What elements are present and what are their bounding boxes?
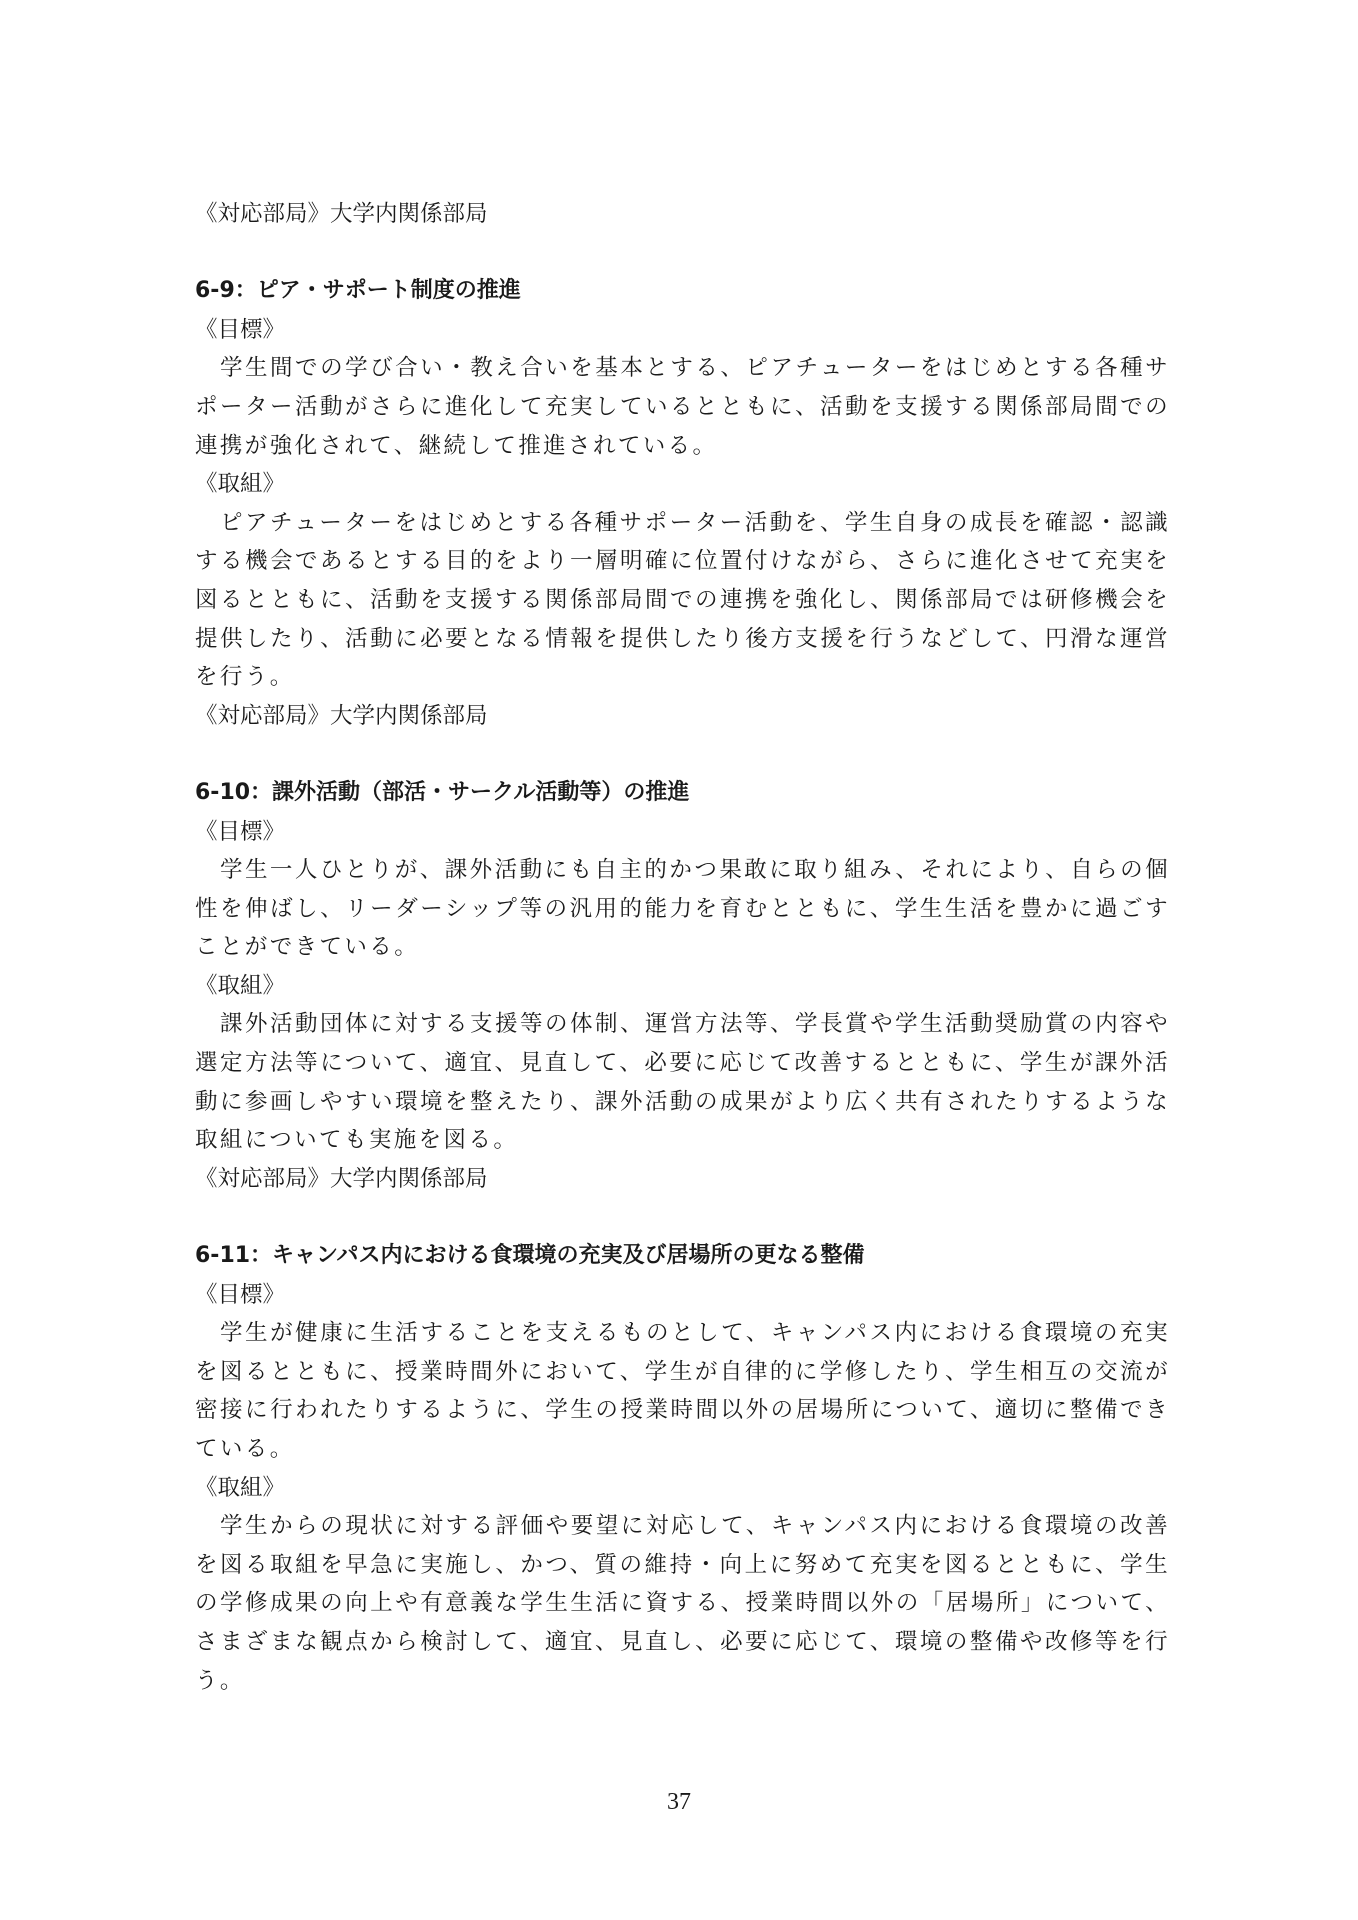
action-label: 《取組》	[195, 471, 286, 498]
section-heading: 6-10：課外活動（部活・サークル活動等）の推進	[195, 779, 690, 805]
spacer	[195, 234, 1170, 273]
action-label: 《取組》	[195, 1474, 286, 1501]
goal-label: 《目標》	[195, 1281, 286, 1308]
section-heading: 6-11：キャンパス内における食環境の充実及び居場所の更なる整備	[195, 1243, 865, 1269]
dept-line: 《対応部局》大学内関係部局	[195, 1165, 488, 1192]
document-body	[195, 195, 1170, 1700]
section-6-10	[195, 774, 1170, 1199]
section-6-9	[195, 272, 1170, 735]
goal-text: 学生間での学び合い・教え合いを基本とする、ピアチューターをはじめとする各種サポーター活動がさらに進化して充実しているとともに、活動を支援する関係部局間での連携が強化されて、継続して推進されている。	[195, 355, 1170, 459]
spacer	[195, 1198, 1170, 1237]
goal-text: 学生一人ひとりが、課外活動にも自主的かつ果敢に取り組み、それにより、自らの個性を伸ばし、リーダーシップ等の汎用的能力を育むとともに、学生生活を豊かに過ごすことができている。	[195, 857, 1170, 961]
goal-label: 《目標》	[195, 818, 286, 845]
dept-line: 《対応部局》大学内関係部局	[195, 702, 488, 729]
section-heading: 6-9：ピア・サポート制度の推進	[195, 278, 521, 304]
dept-line: 《対応部局》大学内関係部局	[195, 201, 488, 227]
action-text: 学生からの現状に対する評価や要望に対応して、キャンパス内における食環境の改善を図る取組を早急に実施し、かつ、質の維持・向上に努めて充実を図るとともに、学生の学修成果の向上や有意義な学生生活に資する、授業時間以外の「居場所」について、さまざまな観点から検討して、適宜、見直し、必要に応じて、環境の整備や改修等を行う。	[195, 1513, 1170, 1694]
action-label: 《取組》	[195, 972, 286, 999]
action-text: ピアチューターをはじめとする各種サポーター活動を、学生自身の成長を確認・認識する機会であるとする目的をより一層明確に位置付けながら、さらに進化させて充実を図るとともに、活動を支援する関係部局間での連携を強化し、関係部局では研修機会を提供したり、活動に必要となる情報を提供したり後方支援を行うなどして、円滑な運営を行う。	[195, 509, 1170, 691]
section-6-11	[195, 1237, 1170, 1700]
goal-label: 《目標》	[195, 316, 286, 343]
action-text: 課外活動団体に対する支援等の体制、運営方法等、学長賞や学生活動奨励賞の内容や選定方法等について、適宜、見直して、必要に応じて改善するとともに、学生が課外活動に参画しやすい環境を整えたり、課外活動の成果がより広く共有されたりするような取組についても実施を図る。	[195, 1011, 1170, 1154]
spacer	[195, 735, 1170, 774]
page-number: 37	[667, 1789, 691, 1815]
goal-text: 学生が健康に生活することを支えるものとして、キャンパス内における食環境の充実を図るとともに、授業時間外において、学生が自律的に学修したり、学生相互の交流が密接に行われたりするように、学生の授業時間以外の居場所について、適切に整備できている。	[195, 1320, 1170, 1462]
